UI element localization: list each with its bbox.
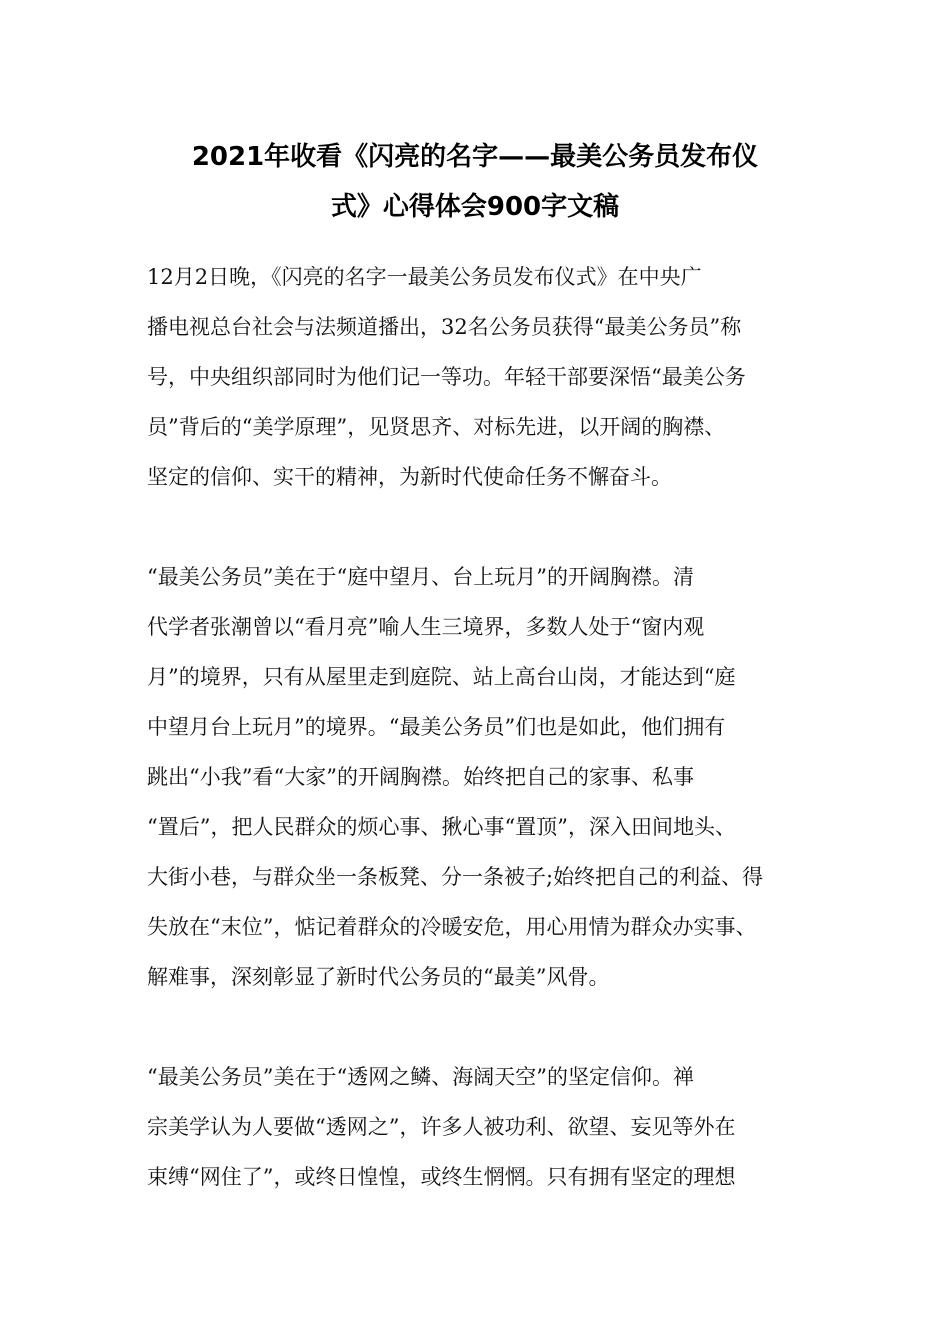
paragraph-3-line-2: 宗美学认为人要做“透网之”，许多人被功利、欲望、妄见等外在	[147, 1115, 736, 1139]
paragraph-2-line-6: “置后”，把人民群众的烦心事、揪心事“置顶”，深入田间地头、	[147, 815, 736, 839]
paragraph-1-line-3: 号，中央组织部同时为他们记一等功。年轻干部要深悟“最美公务	[147, 365, 746, 389]
paragraph-2-line-9: 解难事，深刻彰显了新时代公务员的“最美”风骨。	[147, 965, 610, 989]
document-title-line-2: 式》心得体会900字文稿	[330, 192, 620, 222]
paragraph-2-line-3: 月”的境界，只有从屋里走到庭院、站上高台山岗，才能达到“庭	[147, 665, 736, 689]
paragraph-2-line-5: 跳出“小我”看“大家”的开阔胸襟。始终把自己的家事、私事	[147, 765, 694, 789]
paragraph-2-line-2: 代学者张潮曾以“看月亮”喻人生三境界，多数人处于“窗内观	[147, 615, 705, 639]
paragraph-1-line-2: 播电视总台社会与法频道播出，32名公务员获得“最美公务员”称	[147, 315, 742, 339]
paragraph-1-line-5: 坚定的信仰、实干的精神，为新时代使命任务不懈奋斗。	[147, 465, 672, 489]
paragraph-1-line-1: 12月2日晚，《闪亮的名字一最美公务员发布仪式》在中央广	[147, 265, 702, 289]
paragraph-1-line-4: 员”背后的“美学原理”，见贤思齐、对标先进，以开阔的胸襟、	[147, 415, 726, 439]
document-title-line-1: 2021年收看《闪亮的名字——最美公务员发布仪	[191, 142, 759, 172]
paragraph-3-line-1: “最美公务员”美在于“透网之鳞、海阔天空”的坚定信仰。禅	[147, 1065, 694, 1089]
paragraph-2-line-7: 大街小巷，与群众坐一条板凳、分一条被子;始终把自己的利益、得	[147, 865, 764, 889]
paragraph-2-line-4: 中望月台上玩月”的境界。“最美公务员”们也是如此，他们拥有	[147, 715, 726, 739]
paragraph-3-line-3: 束缚“网住了”，或终日惶惶，或终生惘惘。只有拥有坚定的理想	[147, 1165, 736, 1189]
paragraph-2-line-8: 失放在“末位”，惦记着群众的冷暖安危，用心用情为群众办实事、	[147, 915, 757, 939]
paragraph-2-line-1: “最美公务员”美在于“庭中望月、台上玩月”的开阔胸襟。清	[147, 565, 694, 589]
